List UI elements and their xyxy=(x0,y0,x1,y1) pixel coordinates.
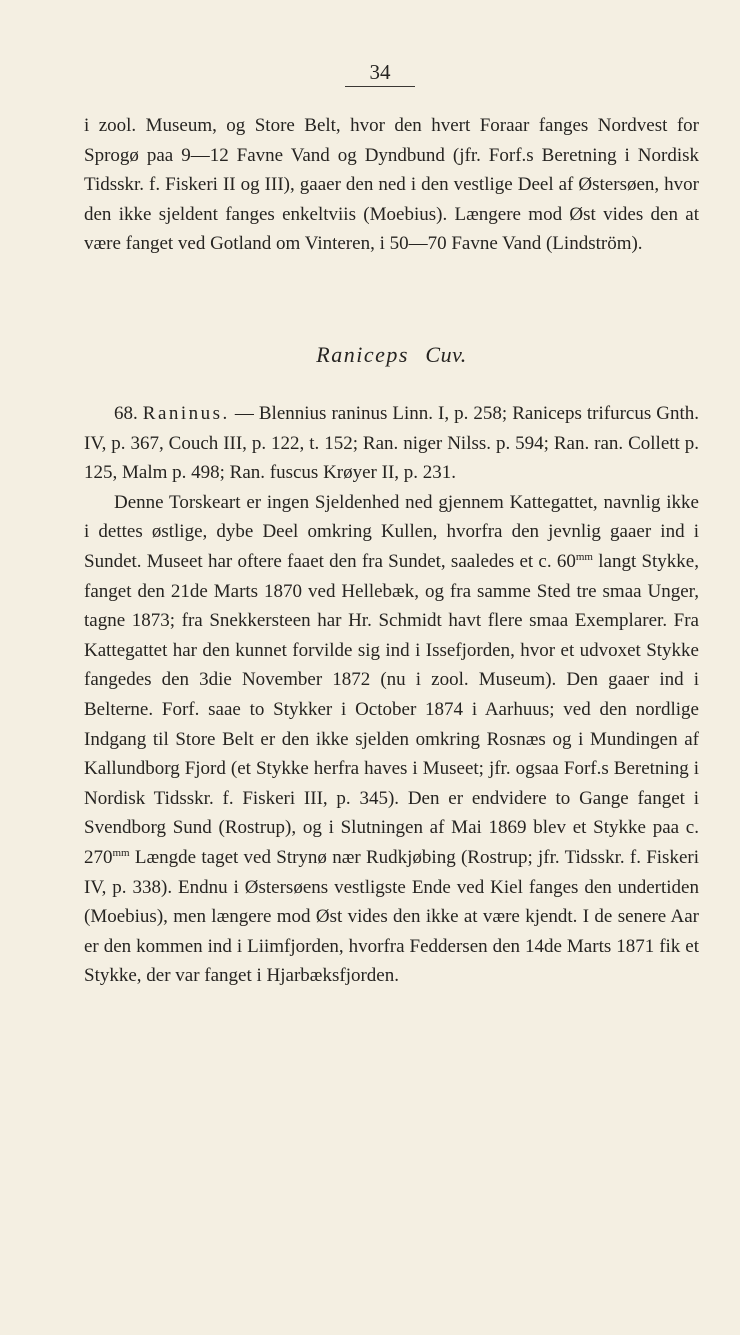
genus-author: Cuv. xyxy=(425,342,467,367)
body-text-part2: langt Stykke, fanget den 21de Marts 1870 ved Hellebæk, og fra samme Sted tre smaa Unger, tagne 1873; fra Snekkersteen har Hr. Schmidt havt flere smaa Exemplarer. Fra Kattegattet har den kunnet forvilde sig ind i Issefjorden, hvor et udvoxet Stykke fangedes den 3die November 1872 (nu i zool. Museum). Den gaaer ind i Belterne. Forf. saae to Stykker i October 1874 i Aarhuus; ved den nordlige Indgang til Store Belt er den ikke sjelden omkring Rosnæs og i Mundingen af Kallundborg Fjord (et Stykke herfra haves i Museet; jfr. ogsaa Forf.s Beretning i Nordisk Tidsskr. f. Fiskeri III, p. 345). Den er endvidere to Gange fanget i Svendborg Sund (Rostrup), og i Slutningen af Mai 1869 blev et Stykke paa c. 270 xyxy=(84,550,699,868)
intro-paragraph: i zool. Museum, og Store Belt, hvor den hvert Foraar fanges Nordvest for Sprogø paa 9—12 Favne Vand og Dyndbund (jfr. Forf.s Beretning i Nordisk Tidsskr. f. Fiskeri II og III), gaaer den ned i den vestlige Deel af Østersøen, hvor den ikke sjeldent fanges enkeltviis (Moebius). Længere mod Øst vides den at være fanget ved Gotland om Vinteren, i 50—70 Favne Vand (Lindström). xyxy=(84,115,699,255)
page-number: 34 xyxy=(369,60,391,84)
species-block xyxy=(84,399,699,991)
species-number: 68. xyxy=(114,403,138,424)
intro-paragraph-block xyxy=(84,111,699,259)
page-number-rule xyxy=(345,86,415,87)
species-entry xyxy=(84,399,699,488)
body-paragraph xyxy=(84,488,699,991)
heading-space xyxy=(414,342,420,367)
species-synonymy: — Blennius raninus Linn. I, p. 258; Raniceps trifurcus Gnth. IV, p. 367, Couch III, p. 122, t. 152; Ran. niger Nilss. p. 594; Ran. ran. Collett p. 125, Malm p. 498; Ran. fuscus Krøyer II, p. 231. xyxy=(84,403,700,484)
body-text-part3: Længde taget ved Strynø nær Rudkjøbing (Rostrup; jfr. Tidsskr. f. Fiskeri IV, p. 338). Endnu i Østersøens vestligste Ende ved Kiel fanges den undertiden (Moebius), men længere mod Øst vides den ikke at være kjendt. I de senere Aar er den kommen ind i Liimfjorden, hvorfra Feddersen den 14de Marts 1871 fik et Stykke, der var fanget i Hjarbæksfjorden. xyxy=(84,846,699,987)
genus-name: Raniceps xyxy=(316,342,409,367)
unit-superscript: mm xyxy=(575,550,593,563)
section-heading xyxy=(84,340,699,370)
body-text-part1: Denne Torskeart er ingen Sjeldenhed ned gjennem Kattegattet, navnlig ikke i dettes østlige, dybe Deel omkring Kullen, hvorfra den jevnlig gaaer ind i Sundet. Museet har oftere faaet den fra Sundet, saaledes et c. 60 xyxy=(84,491,699,572)
unit-superscript: mm xyxy=(112,846,130,859)
species-name: Raninus. xyxy=(142,403,230,424)
